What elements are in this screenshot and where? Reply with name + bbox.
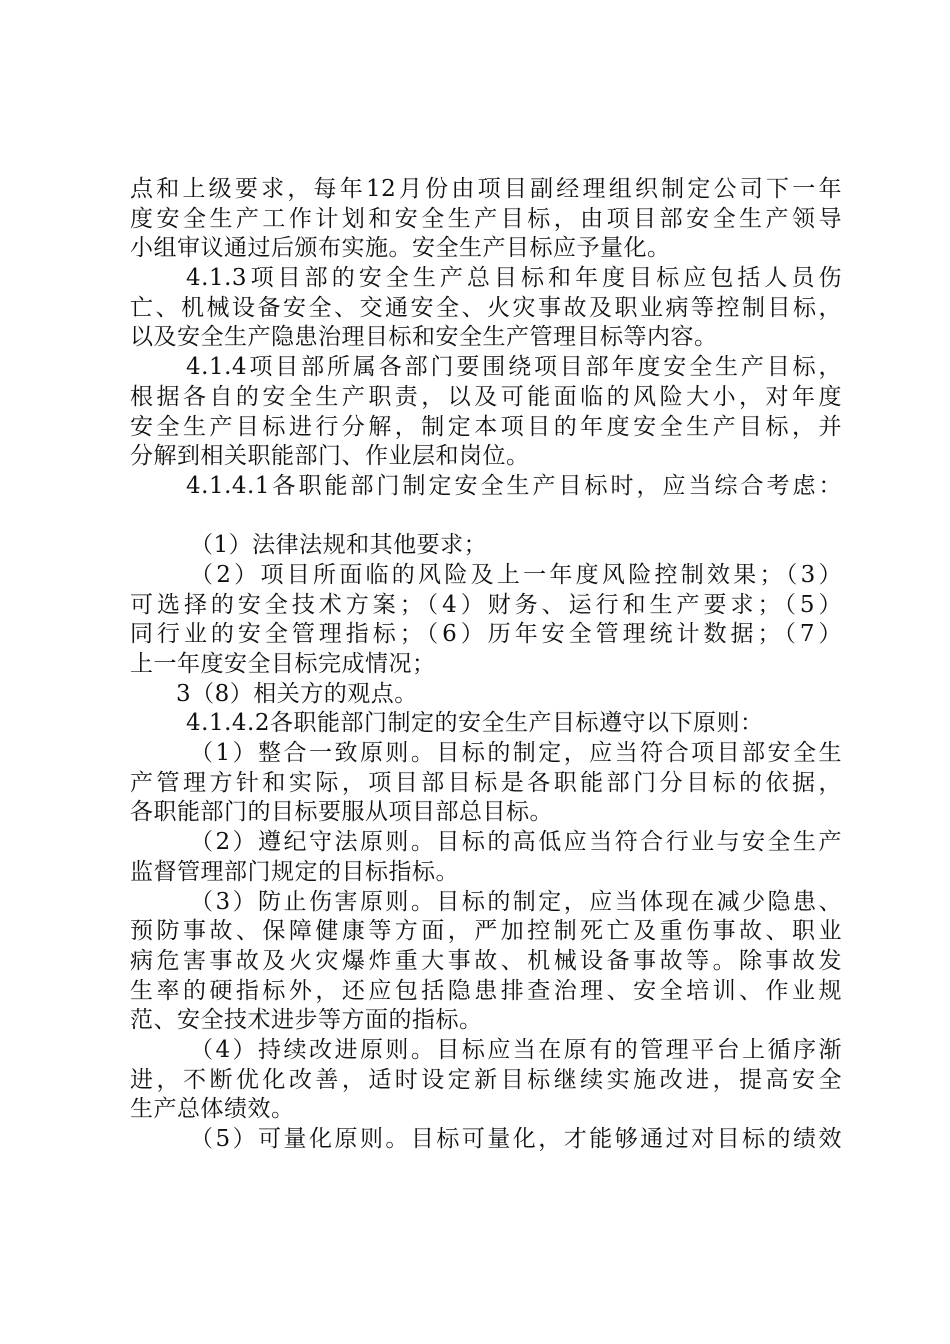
text-line: （4）持续改进原则。目标应当在原有的管理平台上循序渐	[190, 1036, 842, 1063]
blank-line	[130, 502, 842, 532]
text-line: （5）可量化原则。目标可量化，才能够通过对目标的绩效	[190, 1126, 842, 1152]
text-line: 安全生产目标进行分解，制定本项目的年度安全生产目标，并	[130, 413, 842, 440]
text-line: 根据各自的安全生产职责，以及可能面临的风险大小，对年度	[130, 383, 842, 410]
text-line: 4.1.4项目部所属各部门要围绕项目部年度安全生产目标，	[186, 354, 842, 381]
text-line: 4.1.3项目部的安全生产总目标和年度目标应包括人员伤	[186, 265, 842, 292]
text-line: 进，不断优化改善，适时设定新目标继续实施改进，提高安全	[130, 1066, 842, 1093]
text-line: 4.1.4.1各职能部门制定安全生产目标时，应当综合考虑：	[186, 472, 842, 499]
text-line: （2）遵纪守法原则。目标的高低应当符合行业与安全生产	[190, 829, 842, 856]
text-line: 小组审议通过后颁布实施。安全生产目标应予量化。	[130, 235, 671, 262]
text-line: 上一年度安全目标完成情况；	[130, 651, 436, 677]
text-line: 生产总体绩效。	[130, 1096, 295, 1123]
text-line: 可选择的安全技术方案；（4）财务、运行和生产要求；（5）	[130, 591, 842, 618]
text-line: （1）法律法规和其他要求；	[190, 532, 488, 559]
text-line: 监督管理部门规定的目标指标。	[130, 858, 459, 885]
text-line: 亡、机械设备安全、交通安全、火灾事故及职业病等控制目标，	[130, 294, 842, 321]
text-line: 范、安全技术进步等方面的指标。	[130, 1007, 483, 1034]
text-line: 病危害事故及火灾爆炸重大事故、机械设备事故等。除事故发	[130, 947, 842, 974]
text-line: （2）项目所面临的风险及上一年度风险控制效果；（3）	[190, 561, 842, 588]
text-line: 以及安全生产隐患治理目标和安全生产管理目标等内容。	[130, 324, 718, 351]
text-line: 各职能部门的目标要服从项目部总目标。	[130, 799, 553, 826]
text-line: 预防事故、保障健康等方面，严加控制死亡及重伤事故、职业	[130, 918, 842, 945]
text-line: （3）防止伤害原则。目标的制定，应当体现在减少隐患、	[190, 888, 842, 915]
text-line: 生率的硬指标外，还应包括隐患排查治理、安全培训、作业规	[130, 977, 842, 1004]
text-line: 同行业的安全管理指标；（6）历年安全管理统计数据；（7）	[130, 621, 842, 648]
document-body	[130, 175, 842, 1155]
text-line: 分解到相关职能部门、作业层和岗位。	[130, 443, 530, 470]
text-line: （1）整合一致原则。目标的制定，应当符合项目部安全生	[190, 740, 842, 767]
text-line: 度安全生产工作计划和安全生产目标，由项目部安全生产领导	[130, 205, 842, 232]
text-line: 3（8）相关方的观点。	[176, 680, 418, 707]
text-line: 点和上级要求，每年12月份由项目副经理组织制定公司下一年	[130, 176, 842, 202]
text-line: 产管理方针和实际，项目部目标是各职能部门分目标的依据，	[130, 769, 842, 796]
text-line: 4.1.4.2各职能部门制定的安全生产目标遵守以下原则：	[186, 710, 764, 737]
